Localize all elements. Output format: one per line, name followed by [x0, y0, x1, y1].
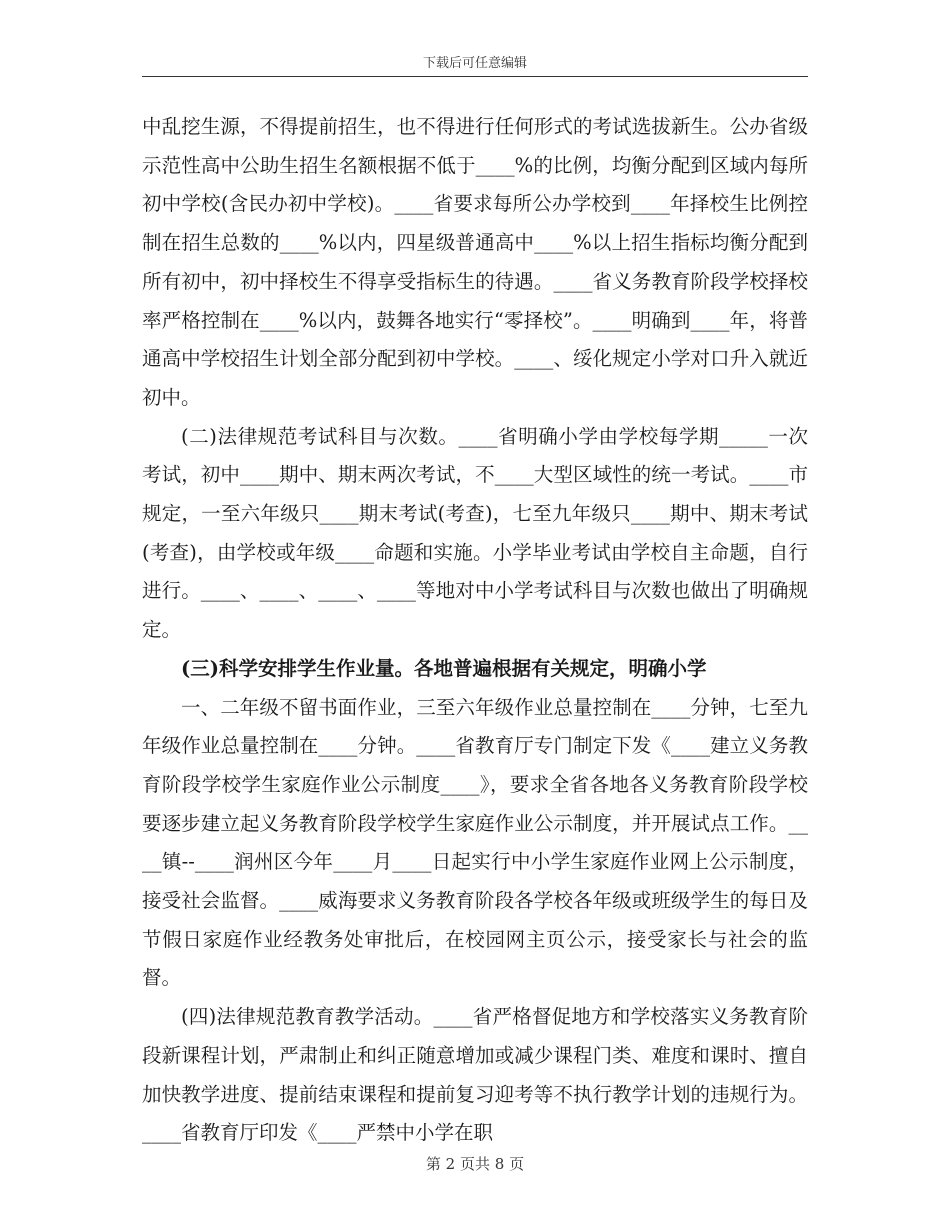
- paragraph-exam-rules: (二)法律规范考试科目与次数。____省明确小学由学校每学期_____一次考试，初中____期中、期末两次考试，不____大型区域性的统一考试。____市规定，一至六年级只____期末考试(考查)，七至九年级只____期中、期末考试(考查)，由学校或年级____命题和实施。小学毕业考试由学校自主命题，自行进行。____、____、____、____等地对中小学考试科目与次数也做出了明确规定。: [142, 424, 808, 642]
- page-header: 下载后可任意编辑: [422, 56, 527, 71]
- paragraph-teaching-activities: (四)法律规范教育教学活动。____省严格督促地方和学校落实义务教育阶段新课程计划，严肃制止和纠正随意增加或减少课程门类、难度和课时、擅自加快教学进度、提前结束课程和提前复习迎考等不执行教学计划的违规行为。____省教育厅印发《____严禁中小学在职: [142, 1005, 808, 1145]
- paragraph-enrollment: 中乱挖生源，不得提前招生，也不得进行任何形式的考试选拔新生。公办省级示范性高中公助生招生名额根据不低于____%的比例，均衡分配到区域内每所初中学校(含民办初中学校)。____省要求每所公办学校到____年择校生比例控制在招生总数的____%以内，四星级普通高中____%以上招生指标均衡分配到所有初中，初中择校生不得享受指标生的待遇。____省义务教育阶段学校择校率严格控制在____%以内，鼓舞各地实行“零择校”。____明确到____年，将普通高中学校招生计划全部分配到初中学校。____、绥化规定小学对口升入就近初中。: [142, 115, 808, 409]
- paragraph-homework-details: 一、二年级不留书面作业，三至六年级作业总量控制在____分钟，七至九年级作业总量控制在____分钟。____省教育厅专门制定下发《____建立义务教育阶段学校学生家庭作业公示制度____》，要求全省各地各义务教育阶段学校要逐步建立起义务教育阶段学校学生家庭作业公示制度，并开展试点工作。____镇--____润州区今年____月____日起实行中小学生家庭作业网上公示制度，接受社会监督。____威海要求义务教育阶段各学校各年级或班级学生的每日及节假日家庭作业经教务处审批后，在校园网主页公示，接受家长与社会的监督。: [142, 695, 808, 990]
- page-number: 第 2 页共 8 页: [425, 1155, 525, 1173]
- paragraph-homework-heading: (三)科学安排学生作业量。各地普遍根据有关规定，明确小学: [181, 656, 707, 680]
- header-rule: [142, 76, 808, 77]
- document-body: [142, 108, 808, 1153]
